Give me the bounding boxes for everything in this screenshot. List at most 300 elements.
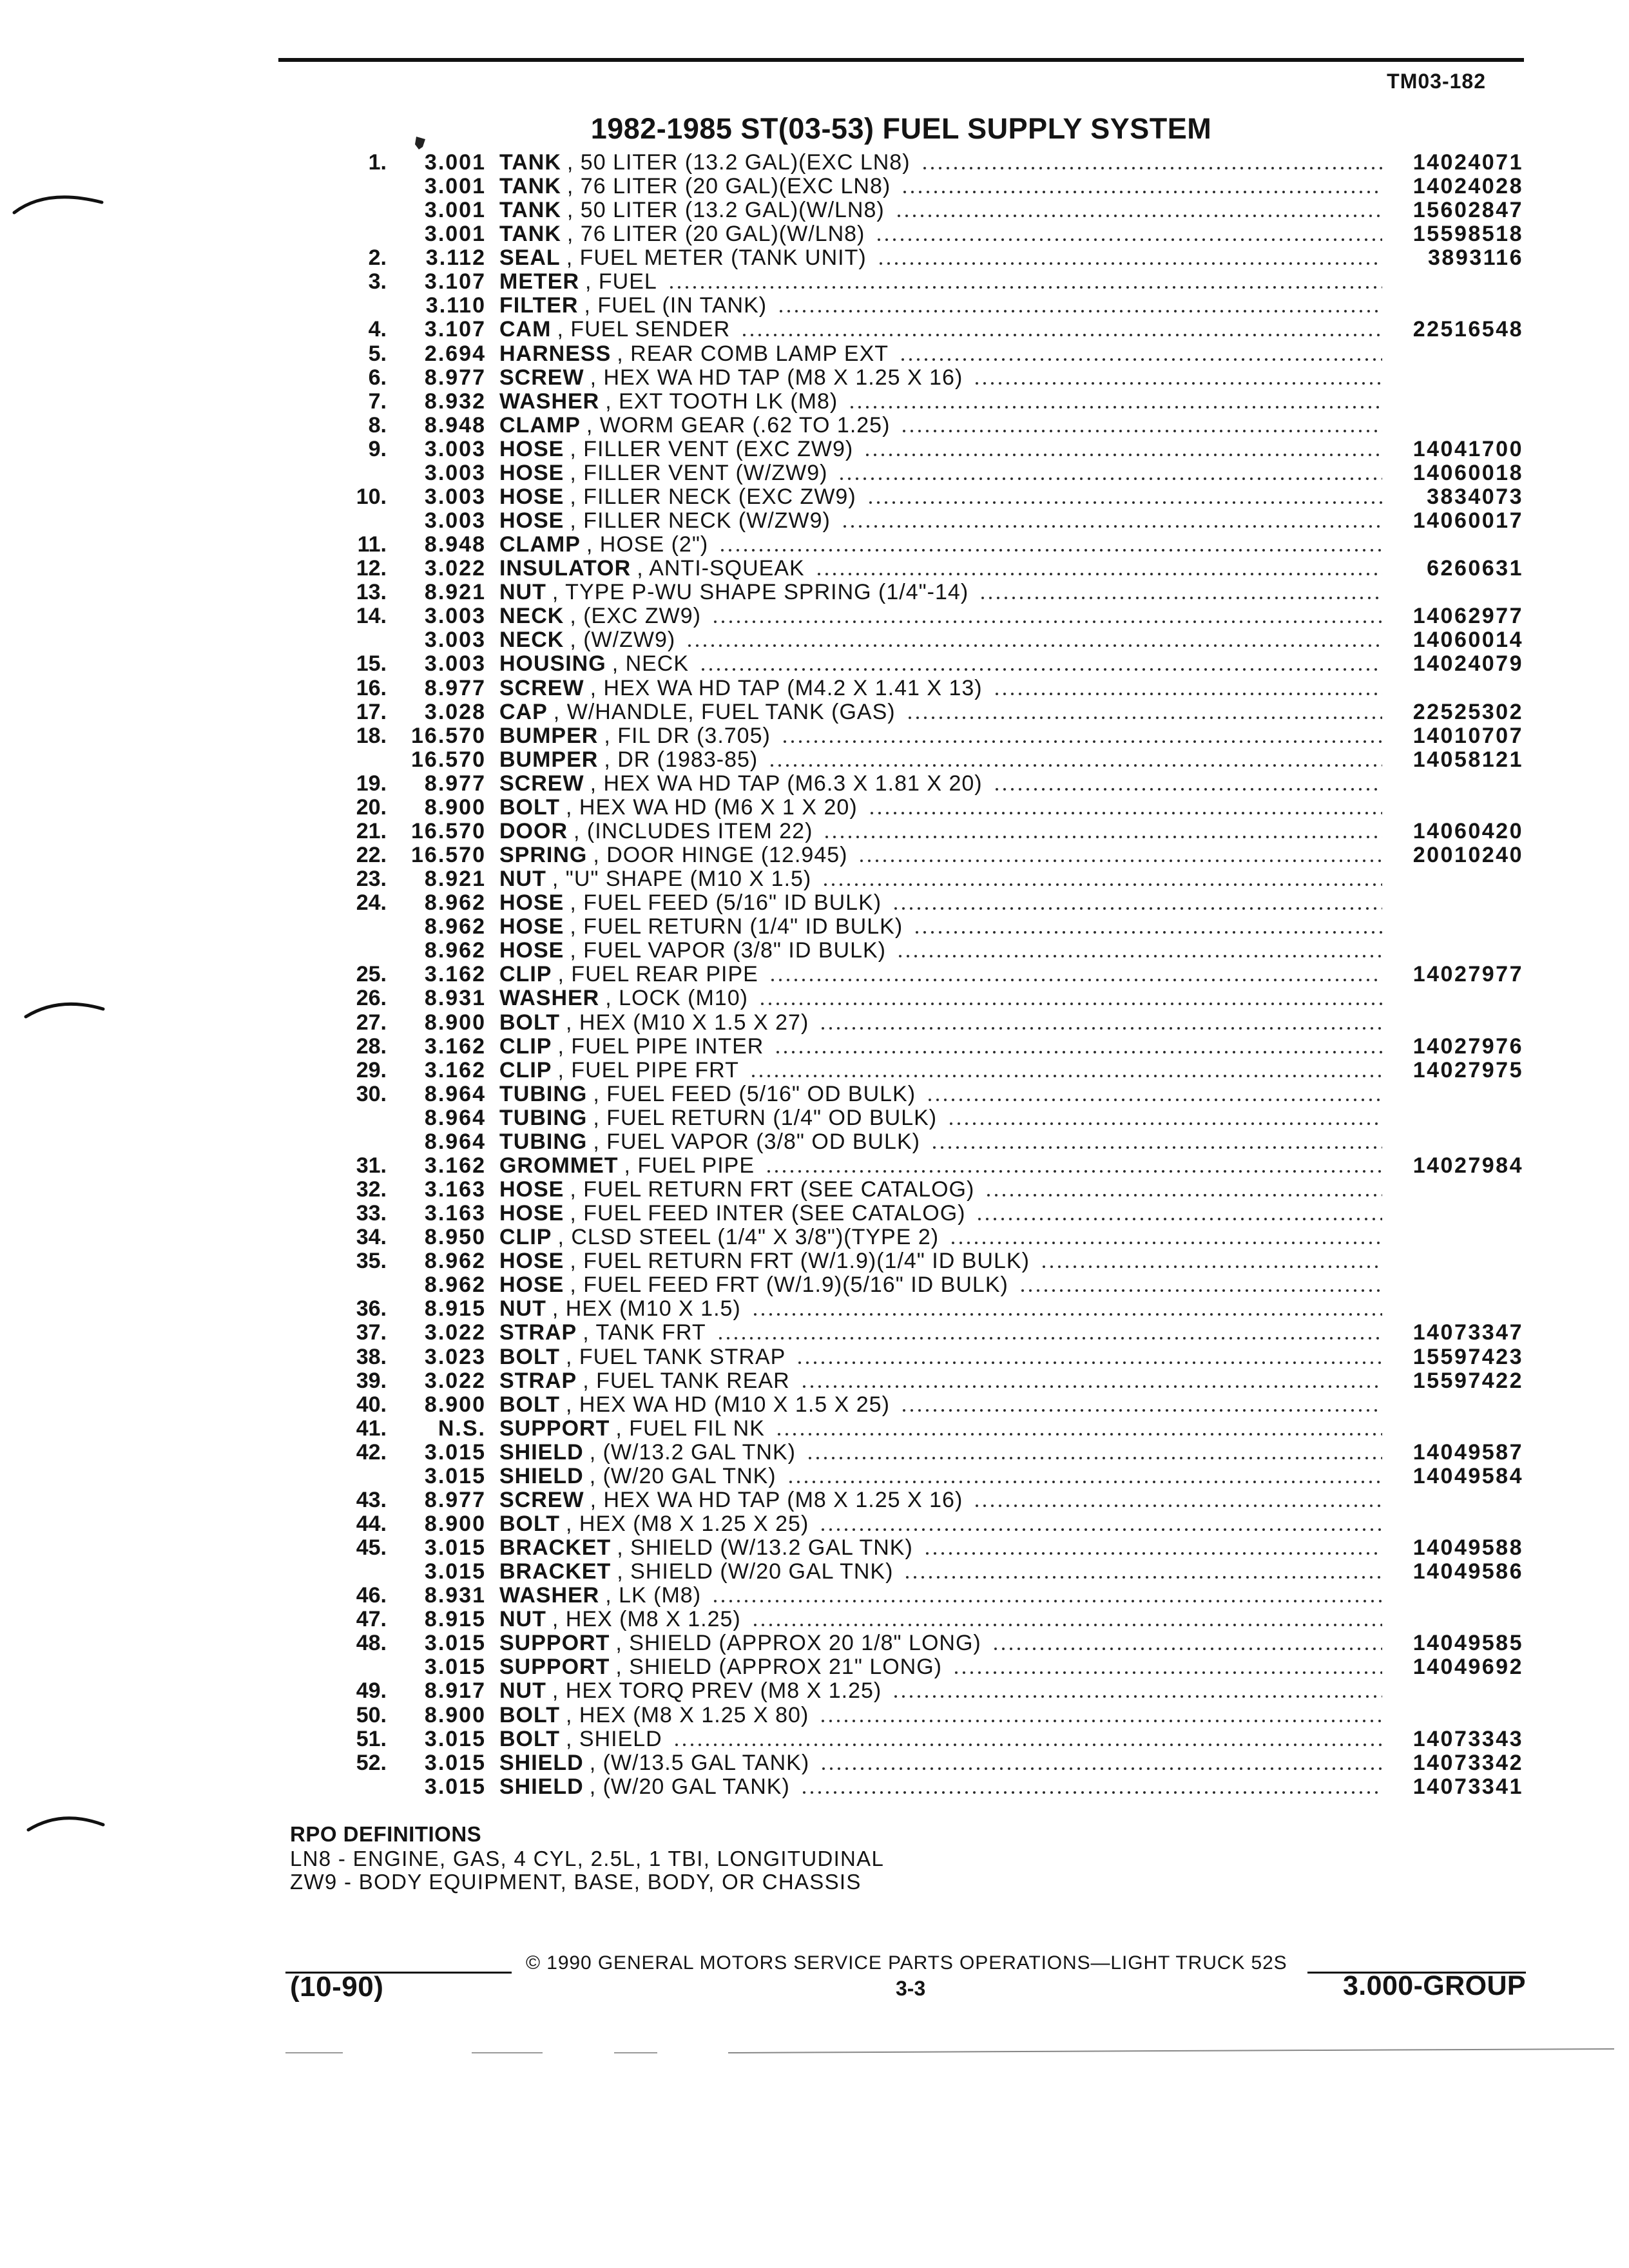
part-description-line: [499, 1011, 1382, 1035]
leader-dots: [819, 1512, 1382, 1536]
part-number: 14060014: [1412, 628, 1523, 653]
part-description-line: [499, 652, 1382, 676]
part-name: TANK: [499, 151, 561, 175]
part-name: NUT: [499, 1297, 546, 1321]
leader-dots: [751, 1297, 1382, 1321]
group-number: 3.162: [424, 1057, 486, 1082]
group-number: 3.015: [424, 1655, 486, 1680]
part-number: 14049692: [1412, 1655, 1523, 1680]
part-description: , LOCK (M10): [605, 986, 748, 1011]
leader-dots: [796, 1345, 1382, 1369]
leader-dots: [815, 557, 1382, 581]
item-number: 23.: [356, 867, 387, 892]
part-description: , FUEL: [585, 270, 657, 294]
part-name: TANK: [499, 175, 561, 199]
group-number: 3.162: [424, 962, 486, 987]
part-description: , (W/ZW9): [570, 628, 676, 653]
part-name: METER: [499, 270, 579, 294]
table-row: [0, 1178, 1629, 1202]
table-row: [0, 175, 1629, 198]
table-row: [0, 1631, 1629, 1655]
part-description-line: [499, 1560, 1382, 1584]
part-name: BOLT: [499, 1727, 561, 1751]
group-number: 3.003: [424, 484, 486, 509]
part-description: , (W/13.5 GAL TANK): [589, 1751, 810, 1775]
group-number: 8.962: [424, 938, 486, 963]
part-number: 14027975: [1412, 1057, 1523, 1082]
leader-dots: [787, 1465, 1382, 1488]
leader-dots: [973, 366, 1382, 390]
item-number: 9.: [368, 436, 387, 461]
item-number: 29.: [356, 1057, 387, 1082]
table-row: [0, 509, 1629, 533]
item-number: 43.: [356, 1487, 387, 1512]
part-name: CLIP: [499, 963, 552, 987]
table-row: [0, 867, 1629, 891]
table-row: [0, 628, 1629, 652]
part-name: CLIP: [499, 1034, 552, 1059]
item-number: 33.: [356, 1201, 387, 1226]
item-number: 13.: [356, 580, 387, 605]
part-description: , HEX WA HD TAP (M8 X 1.25 X 16): [590, 365, 963, 390]
leader-dots: [806, 1441, 1382, 1465]
group-number: 3.022: [424, 1368, 486, 1393]
part-description: , FUEL REAR PIPE: [557, 963, 758, 987]
part-name: CAM: [499, 318, 552, 342]
table-row: [0, 1751, 1629, 1775]
group-number: 3.015: [424, 1439, 486, 1465]
part-name: NECK: [499, 604, 564, 629]
table-row: [0, 390, 1629, 414]
item-number: 51.: [356, 1726, 387, 1751]
part-description: , FUEL FEED FRT (W/1.9)(5/16" ID BULK): [570, 1273, 1008, 1298]
part-description-line: [499, 628, 1382, 652]
part-description: , FUEL RETURN FRT (W/1.9)(1/4" ID BULK): [570, 1249, 1030, 1274]
item-number: 45.: [356, 1535, 387, 1561]
part-description-line: [499, 246, 1382, 270]
item-number: 36.: [356, 1296, 387, 1321]
part-number: 15598518: [1412, 222, 1523, 247]
item-number: 21.: [356, 818, 387, 843]
part-description: , FUEL FEED (5/16" ID BULK): [570, 891, 882, 916]
leader-dots: [900, 414, 1382, 437]
part-name: SHIELD: [499, 1464, 584, 1488]
table-row: [0, 1393, 1629, 1417]
item-number: 25.: [356, 962, 387, 987]
leader-dots: [896, 939, 1382, 963]
group-number: 3.015: [424, 1535, 486, 1561]
group-number: 3.015: [424, 1631, 486, 1656]
leader-dots: [985, 1178, 1382, 1202]
part-description: , DR (1983-85): [604, 747, 758, 772]
part-number: 6260631: [1427, 556, 1523, 581]
part-description: , FILLER VENT (EXC ZW9): [570, 437, 854, 461]
part-number: 15597423: [1412, 1344, 1523, 1369]
group-number: 3.107: [424, 317, 486, 342]
part-description-line: [499, 1130, 1382, 1154]
part-description-line: [499, 461, 1382, 485]
page-number: 3-3: [896, 1977, 926, 2000]
item-number: 31.: [356, 1153, 387, 1178]
part-name: HOSE: [499, 1273, 564, 1298]
leader-dots: [819, 1704, 1382, 1727]
group-number: 8.964: [424, 1105, 486, 1130]
part-description: , 50 LITER (13.2 GAL)(EXC LN8): [566, 151, 911, 175]
table-row: [0, 1082, 1629, 1106]
part-name: SCREW: [499, 771, 584, 796]
leader-dots: [906, 700, 1382, 724]
part-name: INSULATOR: [499, 557, 631, 581]
part-description: , FIL DR (3.705): [604, 724, 771, 748]
part-description: , HEX WA HD (M10 X 1.5 X 25): [566, 1392, 890, 1417]
table-row: [0, 1679, 1629, 1703]
part-description-line: [499, 222, 1382, 246]
leader-dots: [973, 1488, 1382, 1512]
part-description: , HEX (M10 X 1.5): [552, 1297, 741, 1321]
table-row: [0, 1106, 1629, 1130]
part-number: 14027977: [1412, 962, 1523, 987]
group-number: 3.015: [424, 1774, 486, 1799]
leader-dots: [717, 1321, 1382, 1345]
table-row: [0, 891, 1629, 915]
item-number: 12.: [356, 556, 387, 581]
item-number: 2.: [368, 245, 387, 271]
part-number: 3893116: [1428, 245, 1523, 271]
part-description: , DOOR HINGE (12.945): [593, 843, 848, 868]
part-description-line: [499, 557, 1382, 581]
part-description-line: [499, 198, 1382, 222]
group-number: 3.003: [424, 508, 486, 533]
leader-dots: [899, 342, 1382, 366]
scan-artifact-line: [728, 2049, 1614, 2053]
item-number: 32.: [356, 1177, 387, 1202]
group-number: 8.948: [424, 532, 486, 557]
part-description: , 76 LITER (20 GAL)(EXC LN8): [566, 175, 891, 199]
leader-dots: [848, 390, 1382, 414]
part-description-line: [499, 1249, 1382, 1273]
part-description: , SHIELD (APPROX 21" LONG): [615, 1655, 943, 1680]
group-number: 3.003: [424, 460, 486, 485]
part-number: 14024079: [1412, 651, 1523, 677]
table-row: [0, 485, 1629, 509]
part-description-line: [499, 1321, 1382, 1345]
part-name: HOSE: [499, 485, 564, 509]
part-description: , HEX WA HD TAP (M4.2 X 1.41 X 13): [590, 676, 983, 700]
part-number: 14027976: [1412, 1033, 1523, 1059]
part-name: SUPPORT: [499, 1655, 610, 1680]
part-number: 14010707: [1412, 723, 1523, 748]
part-description-line: [499, 963, 1382, 986]
group-number: 8.962: [424, 890, 486, 916]
part-name: SEAL: [499, 246, 561, 271]
part-description: , FUEL METER (TANK UNIT): [566, 246, 867, 271]
group-number: 8.921: [424, 580, 486, 605]
table-row: [0, 820, 1629, 843]
table-row: [0, 1608, 1629, 1631]
part-description-line: [499, 700, 1382, 724]
part-description: , HEX WA HD TAP (M8 X 1.25 X 16): [590, 1488, 963, 1512]
group-number: 3.015: [424, 1463, 486, 1488]
part-description: , SHIELD (W/20 GAL TNK): [617, 1560, 894, 1584]
leader-dots: [903, 1560, 1382, 1584]
item-number: 20.: [356, 794, 387, 820]
leader-dots: [823, 820, 1382, 843]
part-description: , FUEL FIL NK: [615, 1416, 765, 1441]
table-row: [0, 652, 1629, 676]
part-number: 3834073: [1427, 484, 1523, 509]
item-number: 6.: [368, 365, 387, 390]
group-number: N.S.: [438, 1416, 486, 1441]
part-description-line: [499, 1178, 1382, 1202]
group-number: 8.977: [424, 1487, 486, 1512]
leader-dots: [777, 294, 1382, 318]
part-description: , FUEL RETURN FRT (SEE CATALOG): [570, 1178, 975, 1202]
leader-dots: [758, 986, 1382, 1010]
part-description: , (INCLUDES ITEM 22): [574, 819, 813, 843]
part-description-line: [499, 294, 1382, 318]
part-description-line: [499, 1345, 1382, 1369]
part-description: , FUEL RETURN (1/4" ID BULK): [570, 915, 903, 939]
leader-dots: [900, 1393, 1382, 1417]
part-description: , FUEL PIPE FRT: [557, 1058, 739, 1082]
part-description: , HOSE (2"): [586, 533, 709, 557]
part-description: , FILLER VENT (W/ZW9): [570, 461, 828, 485]
part-name: SUPPORT: [499, 1631, 610, 1656]
part-description: , FUEL VAPOR (3/8" OD BULK): [593, 1129, 920, 1154]
part-number: 22516548: [1412, 317, 1523, 342]
table-row: [0, 1704, 1629, 1727]
part-description-line: [499, 318, 1382, 341]
group-number: 3.015: [424, 1726, 486, 1751]
part-number: 15602847: [1412, 198, 1523, 223]
part-description-line: [499, 1631, 1382, 1655]
item-number: 4.: [368, 317, 387, 342]
part-description: , ANTI-SQUEAK: [637, 557, 805, 581]
leader-dots: [781, 724, 1382, 748]
leader-dots: [820, 1751, 1382, 1775]
leader-dots: [877, 246, 1382, 270]
table-row: [0, 1488, 1629, 1512]
group-number: 8.977: [424, 365, 486, 390]
leader-dots: [947, 1106, 1382, 1130]
part-description: , FUEL RETURN (1/4" OD BULK): [593, 1106, 938, 1130]
part-name: HOSE: [499, 915, 564, 939]
part-description-line: [499, 342, 1382, 366]
leader-dots: [992, 1631, 1382, 1655]
group-number: 8.931: [424, 986, 486, 1011]
group-number: 8.962: [424, 1273, 486, 1298]
item-number: 26.: [356, 986, 387, 1011]
group-number: 3.022: [424, 1320, 486, 1345]
item-number: 8.: [368, 412, 387, 437]
leader-dots: [800, 1775, 1382, 1799]
part-name: HOSE: [499, 891, 564, 916]
item-number: 27.: [356, 1010, 387, 1035]
table-row: [0, 1297, 1629, 1321]
item-number: 39.: [356, 1368, 387, 1393]
table-row: [0, 1727, 1629, 1751]
table-row: [0, 437, 1629, 461]
part-name: WASHER: [499, 986, 600, 1011]
part-description-line: [499, 437, 1382, 461]
part-name: NECK: [499, 628, 564, 653]
item-number: 19.: [356, 771, 387, 796]
table-row: [0, 724, 1629, 748]
part-description-line: [499, 796, 1382, 820]
item-number: 48.: [356, 1631, 387, 1656]
item-number: 10.: [356, 484, 387, 509]
table-row: [0, 939, 1629, 963]
part-name: WASHER: [499, 1584, 600, 1608]
part-description-line: [499, 1273, 1382, 1297]
part-name: TUBING: [499, 1129, 588, 1154]
item-number: 37.: [356, 1320, 387, 1345]
part-name: SPRING: [499, 843, 588, 868]
part-number: 20010240: [1412, 843, 1523, 868]
table-row: [0, 461, 1629, 485]
group-number: 3.001: [424, 222, 486, 247]
part-description-line: [499, 1059, 1382, 1082]
part-name: BOLT: [499, 1392, 561, 1417]
part-name: SCREW: [499, 365, 584, 390]
item-number: 1.: [368, 150, 387, 175]
table-row: [0, 604, 1629, 628]
group-number: 3.003: [424, 651, 486, 677]
part-number: 15597422: [1412, 1368, 1523, 1393]
part-name: GROMMET: [499, 1153, 619, 1178]
part-description: , FUEL FEED (5/16" OD BULK): [593, 1082, 916, 1106]
part-number: 14058121: [1412, 747, 1523, 772]
part-description: , CLSD STEEL (1/4" X 3/8")(TYPE 2): [557, 1225, 940, 1250]
item-number: 40.: [356, 1392, 387, 1417]
part-name: CLAMP: [499, 533, 581, 557]
group-number: 8.962: [424, 914, 486, 939]
table-row: [0, 986, 1629, 1010]
part-description-line: [499, 1082, 1382, 1106]
leader-dots: [926, 1082, 1382, 1106]
item-number: 5.: [368, 341, 387, 366]
part-number: 14049586: [1412, 1559, 1523, 1584]
part-number: 14024028: [1412, 174, 1523, 199]
item-number: 11.: [357, 532, 387, 557]
part-description: , HEX (M8 X 1.25 X 25): [566, 1512, 809, 1536]
part-description: , HEX WA HD TAP (M6.3 X 1.81 X 20): [590, 771, 983, 796]
part-number: 14049585: [1412, 1631, 1523, 1656]
table-row: [0, 1202, 1629, 1225]
table-row: [0, 1512, 1629, 1536]
leader-dots: [993, 772, 1382, 796]
leader-dots: [765, 1154, 1382, 1178]
part-name: HOUSING: [499, 652, 606, 677]
leader-dots: [774, 1035, 1382, 1059]
table-row: [0, 246, 1629, 270]
part-name: CLIP: [499, 1058, 552, 1082]
part-number: 14073347: [1412, 1320, 1523, 1345]
leader-dots: [923, 1536, 1382, 1560]
part-description-line: [499, 1225, 1382, 1249]
part-name: HOSE: [499, 939, 564, 963]
part-name: CLAMP: [499, 413, 581, 437]
part-description-line: [499, 677, 1382, 700]
part-description: , LK (M8): [605, 1584, 702, 1608]
group-number: 3.028: [424, 699, 486, 724]
part-description-line: [499, 986, 1382, 1010]
table-row: [0, 677, 1629, 700]
leader-dots: [819, 1011, 1382, 1035]
leader-dots: [858, 843, 1382, 867]
part-name: NUT: [499, 1679, 546, 1704]
part-number: 14049587: [1412, 1439, 1523, 1465]
part-description-line: [499, 1679, 1382, 1703]
binder-ring-mark: [28, 1818, 103, 1830]
leader-dots: [863, 437, 1382, 461]
leader-dots: [868, 796, 1382, 820]
part-description-line: [499, 1655, 1382, 1679]
part-description: , HEX (M10 X 1.5 X 27): [566, 1010, 809, 1035]
item-number: 42.: [356, 1439, 387, 1465]
leader-dots: [769, 963, 1382, 986]
part-number: 14073341: [1412, 1774, 1523, 1799]
part-name: SCREW: [499, 676, 584, 700]
item-number: 15.: [356, 651, 387, 677]
part-description-line: [499, 867, 1382, 891]
group-number: 3.003: [424, 628, 486, 653]
leader-dots: [673, 1727, 1382, 1751]
part-description-line: [499, 1465, 1382, 1488]
table-row: [0, 772, 1629, 796]
group-number: 16.570: [411, 723, 486, 748]
part-description-line: [499, 175, 1382, 198]
group-number: 8.977: [424, 771, 486, 796]
part-number: 14060017: [1412, 508, 1523, 533]
part-description: , (W/13.2 GAL TNK): [589, 1440, 796, 1465]
group-number: 3.110: [425, 293, 486, 318]
document-id: TM03-182: [1387, 70, 1486, 93]
part-description-line: [499, 1393, 1382, 1417]
group-number: 3.015: [424, 1559, 486, 1584]
table-row: [0, 1369, 1629, 1393]
part-description-line: [499, 1727, 1382, 1751]
part-description: , 76 LITER (20 GAL)(W/LN8): [566, 222, 865, 247]
group-number: 3.001: [424, 198, 486, 223]
part-number: 14073342: [1412, 1750, 1523, 1775]
part-description-line: [499, 1297, 1382, 1321]
part-description-line: [499, 533, 1382, 557]
leader-dots: [686, 628, 1382, 652]
part-name: DOOR: [499, 819, 568, 843]
part-description: , "U" SHAPE (M10 X 1.5): [552, 867, 812, 892]
group-number: 8.915: [424, 1607, 486, 1632]
table-row: [0, 796, 1629, 820]
table-row: [0, 366, 1629, 390]
part-description-line: [499, 581, 1382, 604]
rpo-definitions-heading: RPO DEFINITIONS: [290, 1822, 482, 1846]
part-description: , REAR COMB LAMP EXT: [617, 341, 889, 366]
group-number: 8.931: [424, 1583, 486, 1608]
part-name: NUT: [499, 867, 546, 892]
leader-dots: [875, 222, 1382, 246]
part-name: BRACKET: [499, 1560, 612, 1584]
part-number: 14027984: [1412, 1153, 1523, 1178]
group-number: 3.163: [424, 1201, 486, 1226]
part-description-line: [499, 724, 1382, 748]
part-description: , FUEL VAPOR (3/8" ID BULK): [570, 939, 886, 963]
part-name: SHIELD: [499, 1774, 584, 1799]
part-description-line: [499, 1584, 1382, 1608]
part-description-line: [499, 1417, 1382, 1441]
part-number: 14049588: [1412, 1535, 1523, 1561]
item-number: 7.: [368, 389, 387, 414]
